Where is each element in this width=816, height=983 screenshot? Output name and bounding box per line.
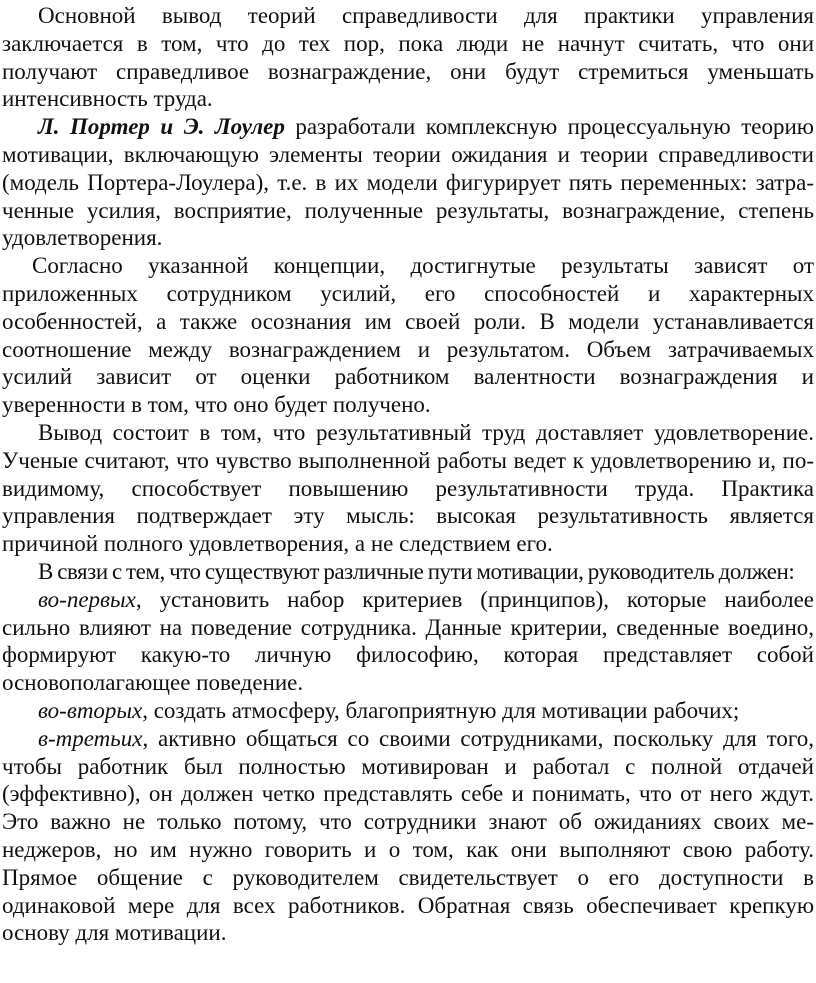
list-item-first [2,586,814,697]
paragraph-manager-must: В связи с тем, что существуют различные пути мотивации, руководитель должен: [38,558,795,584]
list-item-third-lead: в-третьих [38,725,143,751]
authors-name: Л. Портер и Э. Лоулер [38,114,285,140]
paragraph-porter-lawler-text: разработали комплексную процессуальную теорию мотивации, включающую элементы теории ожидания и теории справедливости (модель Портера-Лоулера), т.е. в их модели фигурирует пять переменных: затраченные усилия, восприятие, полученные результаты, вознаграждение, степень удовлетворения. [2,114,814,251]
list-item-second [2,697,814,725]
list-item-third-text: , активно общаться со своими сотрудниками, поскольку для того, чтобы работник был полностью мотивирован и работал с полной отдачей (эффективно), он должен четко представлять себе и понимать, что от него ждут. Это важно не только потому, что сотрудники знают об ожиданиях своих менеджеров, но им нужно говорить и о том, как они выполняют свою работу. Прямое общение с руководителем свидетельствует о его доступности в одинаковой мере для всех работников. Обратная связь обеспечивает крепкую основу для мотивации. [2,725,814,946]
paragraph-conclusion-equity: Основной вывод теорий справедливости для практики управления заключается в том, что до тех пор, пока люди не начнут считать, что они получают справедливое вознаграждение, они будут стремиться уменьшать интенсивность труда. [2,3,814,112]
list-item-first-lead: во-первых [38,586,136,612]
paragraph-result-conclusion: Вывод состоит в том, что результативный труд доставляет удовлетворение. Ученые считают, что чувство выполненной работы ведет к удовлетворению и, по-видимому, способствует повышению результативности труда. Практика управления подтверждает эту мысль: высокая результативность является причиной полного удовлетворения, а не следствием его. [2,419,814,557]
list-item-third [2,725,814,947]
paragraph-porter-lawler [2,113,814,252]
list-item-second-lead: во-вторых [38,697,143,723]
list-item-second-text: , создать атмосферу, благоприятную для мотивации рабочих; [142,697,740,723]
paragraph-concept: Согласно указанной концепции, достигнутые результаты зависят от приложенных сотрудником усилий, его способностей и характерных особенностей, а также осознания им своей роли. В модели устанавливается соотношение между вознаграждением и результатом. Объем затрачиваемых усилий зависит от оценки работником валентности вознаграждения и уверенности в том, что оно будет получено. [2,253,814,418]
list-item-first-text: , установить набор критериев (принципов), которые наиболее сильно влияют на поведение сотрудника. Данные критерии, сведенные воедино, формируют какую-то личную философию, которая представляет собой основополагающее поведение. [2,586,814,696]
